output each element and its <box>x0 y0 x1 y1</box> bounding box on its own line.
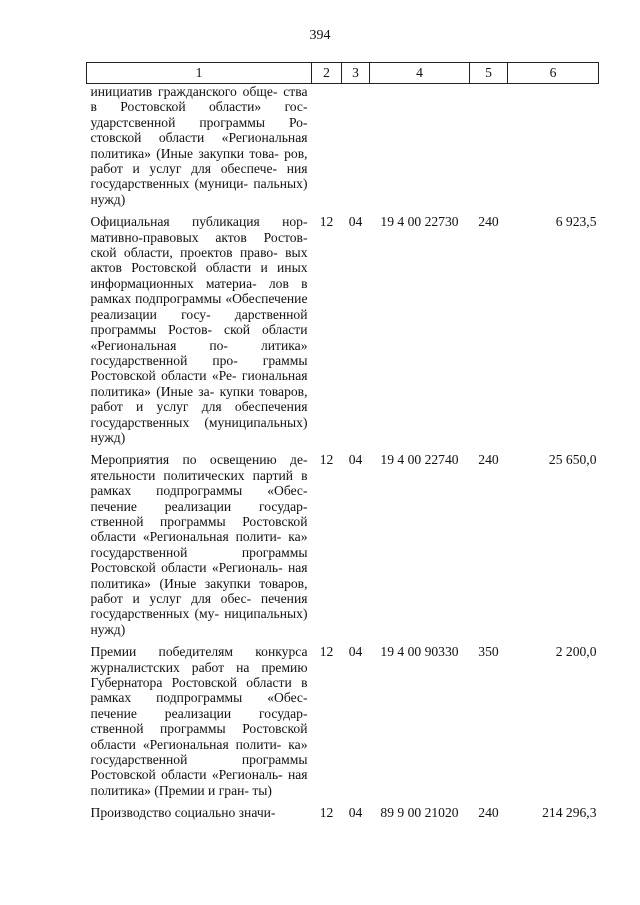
description-line: обеспечения государственных <box>90 399 308 430</box>
description-line: Ростовской области «Региональ- <box>90 560 283 576</box>
description-line: ная политика» (Иные закупки <box>90 560 308 591</box>
amount-value: 6 923,5 <box>555 214 597 230</box>
target-article-code: 89 9 00 21020 <box>380 805 459 821</box>
description-line: инициатив гражданского обще- <box>90 84 278 99</box>
description-line: Мероприятия по освещению де- <box>90 452 308 468</box>
target-article-code <box>370 84 470 208</box>
description-line: ства в Ростовской области» гос- <box>90 84 308 115</box>
description-line: ской области «Региональная по- <box>90 322 308 353</box>
target-article-code: 19 4 00 22740 <box>380 452 459 468</box>
table-row <box>87 214 599 445</box>
table-row <box>87 452 599 637</box>
amount-value <box>508 84 599 208</box>
description-line: ная политика» (Премии и гран- <box>90 767 308 798</box>
description-line: иных информационных материа- <box>90 260 308 291</box>
item-description <box>87 805 312 820</box>
table-header-row <box>87 63 599 84</box>
subsection-code: 04 <box>348 214 363 230</box>
amount-value: 214 296,3 <box>542 805 597 821</box>
row-spacer <box>87 445 599 452</box>
description-line: лов в рамках подпрограммы <box>90 275 308 307</box>
description-line: печение реализации государ- <box>90 498 308 514</box>
description-line: «Обеспечение реализации госу- <box>90 291 308 322</box>
item-description <box>87 452 312 637</box>
column-header-3: 3 <box>342 63 370 84</box>
description-line: ятельности политических партий <box>90 467 294 483</box>
description-line: Премии победителям конкурса <box>90 644 308 660</box>
description-line: Губернатора Ростовской области <box>90 675 292 691</box>
row-spacer <box>87 637 599 644</box>
description-line: политика» (Иные закупки това- <box>90 145 279 161</box>
subsection-code <box>342 84 370 208</box>
table-row <box>87 805 599 820</box>
description-line: ударстсвенной программы Ро- <box>90 114 308 130</box>
column-header-6: 6 <box>508 63 599 84</box>
description-line: купки товаров, работ и услуг для <box>90 383 308 415</box>
row-spacer <box>87 798 599 805</box>
column-header-4: 4 <box>370 63 470 84</box>
subsection-code: 04 <box>348 644 363 660</box>
description-line: печения государственных (му- <box>90 591 308 622</box>
expense-type-code: 240 <box>478 214 499 230</box>
page-number: 394 <box>309 28 331 43</box>
description-line: ственной программы Ростовской <box>90 721 308 737</box>
description-line: стовской области «Региональная <box>90 130 308 146</box>
table-row <box>87 644 599 798</box>
item-description <box>87 214 312 445</box>
description-line: ской области, проектов право- <box>90 245 278 261</box>
subsection-code: 04 <box>348 805 363 821</box>
description-line: ка» государственной программы <box>90 736 308 768</box>
description-line: печение реализации государ- <box>90 705 308 721</box>
column-header-2: 2 <box>312 63 342 84</box>
table-row <box>87 84 599 208</box>
target-article-code: 19 4 00 90330 <box>380 644 459 660</box>
description-line: в рамках подпрограммы «Обес- <box>90 675 308 706</box>
description-line: Производство социально значи- <box>90 805 276 821</box>
description-line: ров, работ и услуг для обеспече- <box>90 145 308 177</box>
description-line: граммы Ростовской области «Ре- <box>90 352 308 384</box>
item-description <box>87 644 312 798</box>
description-line: журналистских работ на премию <box>90 659 308 675</box>
description-line: товаров, работ и услуг для обес- <box>90 575 308 606</box>
description-line: ты) <box>252 782 272 798</box>
section-code: 12 <box>319 644 334 660</box>
expense-type-code: 240 <box>478 452 499 468</box>
description-line: пальных) нужд) <box>90 176 308 207</box>
description-line: мативно-правовых актов Ростов- <box>90 229 308 245</box>
description-line: области «Региональная полити- <box>90 529 282 545</box>
description-line: в рамках подпрограммы «Обес- <box>90 467 308 499</box>
description-line: ка» государственной программы <box>90 529 308 560</box>
description-line: литика» государственной про- <box>90 337 308 368</box>
description-line: ния государственных (муници- <box>90 161 308 192</box>
section-code: 12 <box>319 214 334 230</box>
expense-type-code: 240 <box>478 805 499 821</box>
column-header-1: 1 <box>87 63 312 84</box>
description-line: области «Региональная полити- <box>90 736 282 752</box>
item-description <box>87 84 312 208</box>
description-line: гиональная политика» (Иные за- <box>90 368 308 399</box>
description-line: вых актов Ростовской области и <box>90 245 308 276</box>
column-header-5: 5 <box>470 63 508 84</box>
section-code: 12 <box>319 805 334 821</box>
expense-type-code <box>470 84 508 208</box>
description-line: Ростовской области «Региональ- <box>90 767 283 783</box>
description-line: ниципальных) нужд) <box>90 606 308 637</box>
expense-type-code: 350 <box>478 644 499 660</box>
section-code: 12 <box>319 452 334 468</box>
table-body <box>87 84 599 821</box>
target-article-code: 19 4 00 22730 <box>380 214 459 230</box>
description-line: Официальная публикация нор- <box>90 214 308 230</box>
amount-value: 2 200,0 <box>555 644 597 660</box>
section-code <box>312 84 342 208</box>
description-line: (муниципальных) нужд) <box>90 414 308 445</box>
row-spacer <box>87 207 599 214</box>
description-line: ственной программы Ростовской <box>90 513 308 529</box>
subsection-code: 04 <box>348 452 363 468</box>
description-line: дарственной программы Ростов- <box>90 306 308 338</box>
amount-value: 25 650,0 <box>548 452 597 468</box>
budget-table <box>86 62 599 821</box>
